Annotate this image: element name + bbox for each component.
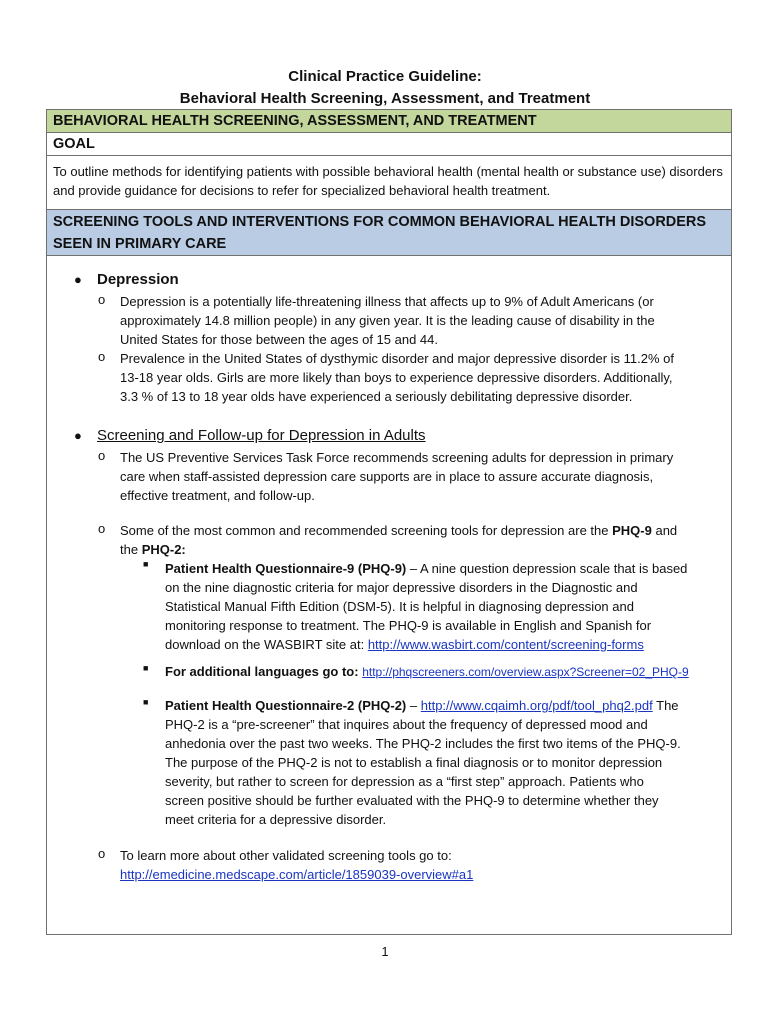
text-span: download on the WASBIRT site at:	[165, 637, 365, 652]
text-line: monitoring response to treatment. The PHQ-9 is available in English and Spanish for	[165, 618, 652, 633]
screening-header-line1: SCREENING TOOLS AND INTERVENTIONS FOR COMMON BEHAVIORAL HEALTH DISORDERS	[53, 214, 707, 230]
other-tools-item	[120, 846, 473, 884]
depression-item-1	[120, 292, 655, 349]
text-line: Prevalence in the United States of dysthymic disorder and major depressive disorder is 11.2% of	[120, 351, 674, 366]
screening-item-2	[120, 521, 677, 559]
bullet-disc-icon: ●	[74, 272, 82, 287]
text-span: the	[120, 542, 139, 557]
medscape-link[interactable]: http://emedicine.medscape.com/article/1859039-overview#a1	[120, 867, 474, 882]
text-line: Depression is a potentially life-threatening illness that affects up to 9% of Adult Americans (or	[120, 294, 654, 309]
phq9-label: PHQ-9	[612, 523, 652, 538]
text-line: meet criteria for a depressive disorder.	[165, 812, 387, 827]
text-line: severity, but rather to screen for depression as a “first step” approach. Patients who	[165, 774, 644, 789]
bullet-square-icon: ■	[143, 663, 149, 673]
text-line: The purpose of the PHQ-2 is not to establish a final diagnosis or to monitor depression	[165, 755, 663, 770]
phqscreeners-link[interactable]: http://phqscreeners.com/overview.aspx?Screener=02_PHQ-9	[362, 665, 689, 679]
text-line: care when staff-assisted depression care supports are in place to assure accurate diagnosis,	[120, 469, 654, 484]
text-span: Some of the most common and recommended screening tools for depression are the	[120, 523, 609, 538]
depression-item-2	[120, 349, 674, 406]
text-line: approximately 14.8 million people) in any given year. It is the leading cause of disability in the	[120, 313, 655, 328]
phq9-item	[165, 559, 687, 654]
screening-header-line2: SEEN IN PRIMARY CARE	[53, 236, 227, 252]
screening-heading: Screening and Follow-up for Depression in Adults	[97, 427, 426, 444]
bullet-circle-icon: o	[98, 521, 106, 536]
bullet-square-icon: ■	[143, 697, 149, 707]
text-line: 13-18 year olds. Girls are more likely than boys to experience depressive disorders. Additionally,	[120, 370, 673, 385]
goal-header: GOAL	[47, 133, 731, 156]
text-span: and	[655, 523, 678, 538]
text-line: screen positive should be further evaluated with the PHQ-9 to determine whether they	[165, 793, 659, 808]
bullet-circle-icon: o	[98, 846, 106, 861]
document-title-line1: Clinical Practice Guideline:	[288, 68, 482, 85]
text-line: on the nine diagnostic criteria for major depressive disorders in the Diagnostic and	[165, 580, 638, 595]
depression-heading: Depression	[97, 271, 179, 288]
bullet-disc-icon: ●	[74, 428, 82, 443]
text-line: PHQ-2 is a “pre-screener” that inquires about the frequency of depressed mood and	[165, 717, 648, 732]
wasbirt-link[interactable]: http://www.wasbirt.com/content/screening-forms	[367, 637, 644, 652]
phq2-label: PHQ-2:	[141, 542, 186, 557]
section-header: BEHAVIORAL HEALTH SCREENING, ASSESSMENT, AND TREATMENT	[47, 110, 731, 133]
text-line: anhedonia over the past two weeks. The PHQ-2 includes the first two items of the PHQ-9.	[165, 736, 681, 751]
document-title-line2: Behavioral Health Screening, Assessment, and Treatment	[179, 90, 591, 107]
text-line: effective treatment, and follow-up.	[120, 488, 315, 503]
phq2-title: Patient Health Questionnaire-2 (PHQ-2)	[165, 698, 407, 713]
text-line: The US Preventive Services Task Force recommends screening adults for depression in primary	[120, 450, 674, 465]
text-line: Statistical Manual Fifth Edition (DSM-5). It is helpful in diagnosing depression and	[165, 599, 634, 614]
bullet-circle-icon: o	[98, 292, 106, 307]
bullet-circle-icon: o	[98, 349, 106, 364]
text-span: The	[656, 698, 679, 713]
text-span: –	[409, 698, 418, 713]
languages-label: For additional languages go to:	[165, 664, 359, 679]
text-line: To learn more about other validated screening tools go to:	[120, 848, 452, 863]
languages-item	[165, 662, 689, 682]
screening-header	[47, 210, 731, 256]
text-line: 3.3 % of 13 to 18 year olds have experienced a seriously debilitating depressive disorder.	[120, 389, 633, 404]
page-number: 1	[381, 944, 389, 959]
bullet-circle-icon: o	[98, 448, 106, 463]
goal-text: To outline methods for identifying patients with possible behavioral health (mental health or substance use) disorders and provide guidance for decisions to refer for specialized behavioral health treatment.	[47, 156, 731, 210]
phq2-item	[165, 696, 681, 829]
text-span: – A nine question depression scale that is based	[409, 561, 688, 576]
phq9-title: Patient Health Questionnaire-9 (PHQ-9)	[165, 561, 407, 576]
screening-item-1	[120, 448, 673, 505]
bullet-square-icon: ■	[143, 559, 149, 569]
text-line: United States for those between the ages of 15 and 44.	[120, 332, 438, 347]
cqaimh-link[interactable]: http://www.cqaimh.org/pdf/tool_phq2.pdf	[420, 698, 653, 713]
